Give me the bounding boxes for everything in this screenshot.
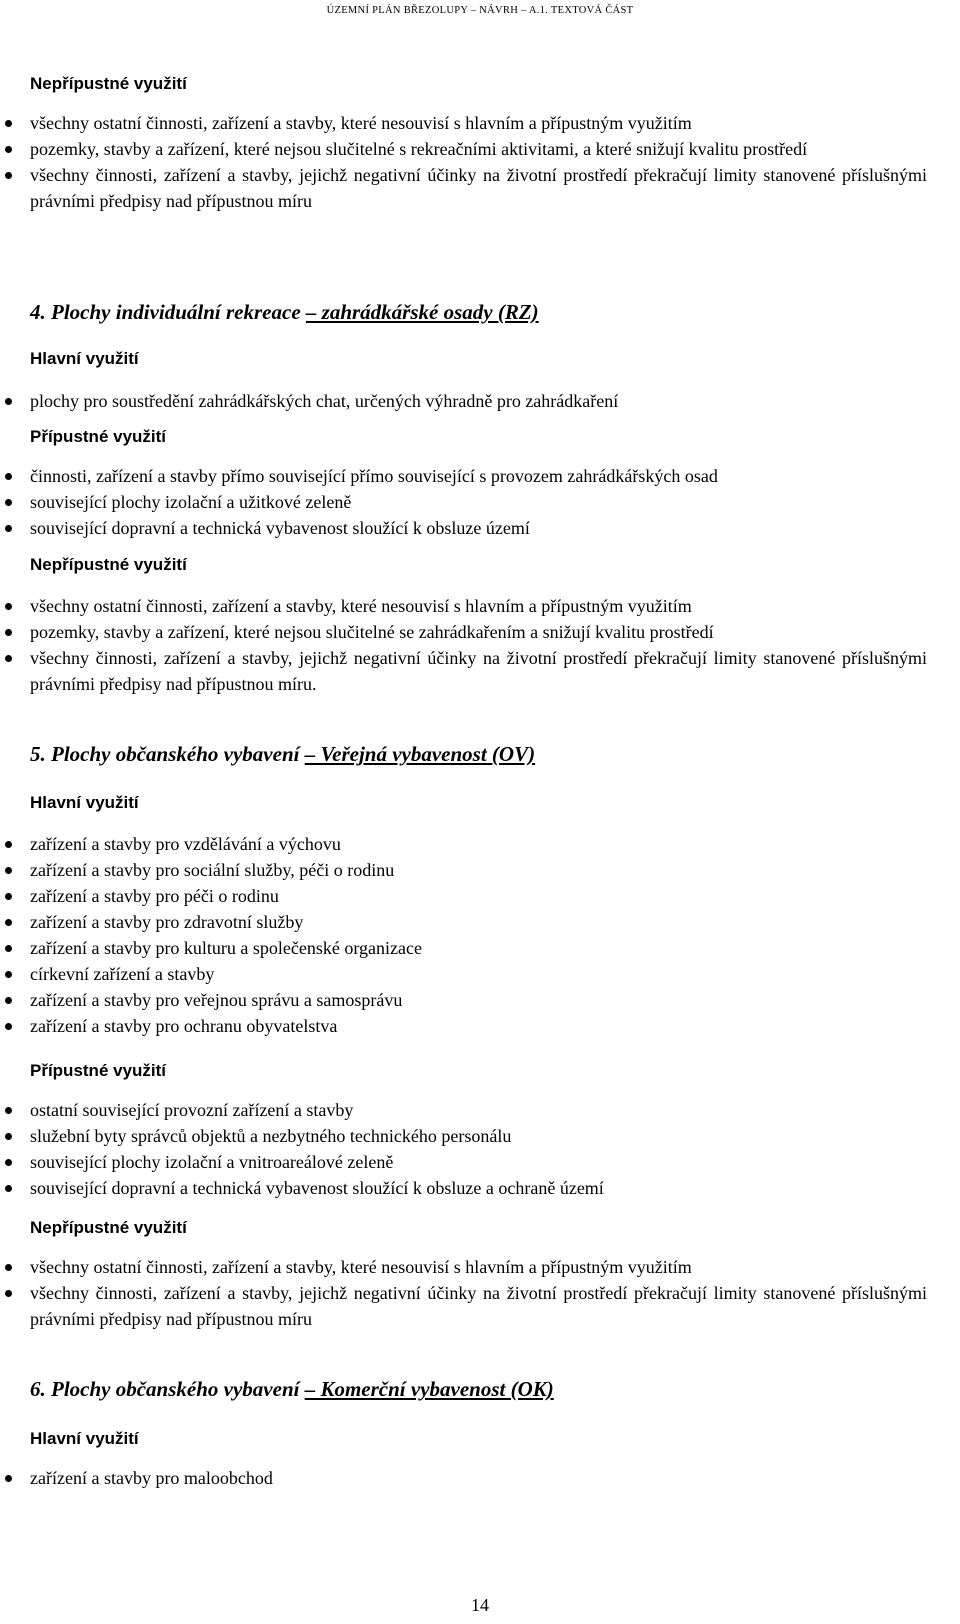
permitted-use-heading: Přípustné využití xyxy=(30,427,167,446)
permitted-use-list xyxy=(30,463,940,541)
main-use-heading: Hlavní využití xyxy=(30,793,139,812)
list-item: související plochy izolační a užitkové zeleně xyxy=(30,489,940,515)
list-item: zařízení a stavby pro maloobchod xyxy=(30,1465,940,1491)
list-item: zařízení a stavby pro vzdělávání a výchovu xyxy=(30,831,940,857)
page-number: 14 xyxy=(471,1595,489,1615)
section-title-main: Plochy občanského vybavení xyxy=(51,1377,300,1401)
main-use-heading: Hlavní využití xyxy=(30,1429,139,1448)
prohibited-use-list xyxy=(30,593,927,697)
section-title-sub: – Komerční vybavenost (OK) xyxy=(304,1377,554,1401)
main-use-list xyxy=(30,1465,940,1491)
running-header: ÚZEMNÍ PLÁN BŘEZOLUPY – NÁVRH – A.1. TEXTOVÁ ČÁST xyxy=(326,5,634,16)
list-item: zařízení a stavby pro zdravotní služby xyxy=(30,909,940,935)
list-item: všechny ostatní činnosti, zařízení a stavby, které nesouvisí s hlavním a přípustným využitím xyxy=(30,593,927,619)
permitted-use-list xyxy=(30,1097,940,1201)
main-use-list xyxy=(30,831,940,1039)
section-title-sub: – zahrádkářské osady (RZ) xyxy=(305,300,539,324)
prohibited-use-list xyxy=(30,110,927,214)
section-number: 5. xyxy=(30,742,46,766)
list-item: zařízení a stavby pro ochranu obyvatelstva xyxy=(30,1013,940,1039)
list-item: související dopravní a technická vybavenost sloužící k obsluze území xyxy=(30,515,940,541)
section-6-title xyxy=(30,1377,940,1401)
list-item: související plochy izolační a vnitroareálové zeleně xyxy=(30,1149,940,1175)
section-number: 6. xyxy=(30,1377,46,1401)
list-item: související dopravní a technická vybavenost sloužící k obsluze a ochraně území xyxy=(30,1175,940,1201)
list-item: pozemky, stavby a zařízení, které nejsou slučitelné s rekreačními aktivitami, a které snižují kvalitu prostředí xyxy=(30,136,927,162)
list-item: všechny činnosti, zařízení a stavby, jejichž negativní účinky na životní prostředí překračují limity stanovené příslušnými právními předpisy nad přípustnou míru. xyxy=(30,645,927,697)
list-item: všechny činnosti, zařízení a stavby, jejichž negativní účinky na životní prostředí překračují limity stanovené příslušnými právními předpisy nad přípustnou míru xyxy=(30,1280,927,1332)
main-use-heading: Hlavní využití xyxy=(30,349,139,368)
list-item: zařízení a stavby pro péči o rodinu xyxy=(30,883,940,909)
permitted-use-heading: Přípustné využití xyxy=(30,1061,167,1080)
prohibited-use-heading: Nepřípustné využití xyxy=(30,555,187,574)
list-item: zařízení a stavby pro veřejnou správu a samosprávu xyxy=(30,987,940,1013)
list-item: církevní zařízení a stavby xyxy=(30,961,940,987)
section-4-title xyxy=(30,300,940,324)
section-5-title xyxy=(30,742,940,766)
list-item: pozemky, stavby a zařízení, které nejsou slučitelné se zahrádkařením a snižují kvalitu prostředí xyxy=(30,619,927,645)
list-item: ostatní související provozní zařízení a stavby xyxy=(30,1097,940,1123)
section-number: 4. xyxy=(30,300,46,324)
list-item: zařízení a stavby pro sociální služby, péči o rodinu xyxy=(30,857,940,883)
section-title-sub: – Veřejná vybavenost (OV) xyxy=(304,742,536,766)
list-item: činnosti, zařízení a stavby přímo související přímo související s provozem zahrádkářských osad xyxy=(30,463,940,489)
list-item: zařízení a stavby pro kulturu a společenské organizace xyxy=(30,935,940,961)
section-title-main: Plochy individuální rekreace xyxy=(51,300,301,324)
prohibited-use-heading: Nepřípustné využití xyxy=(30,74,187,93)
list-item: všechny ostatní činnosti, zařízení a stavby, které nesouvisí s hlavním a přípustným využitím xyxy=(30,1254,927,1280)
list-item: všechny ostatní činnosti, zařízení a stavby, které nesouvisí s hlavním a přípustným využitím xyxy=(30,110,927,136)
list-item: všechny činnosti, zařízení a stavby, jejichž negativní účinky na životní prostředí překračují limity stanovené příslušnými právními předpisy nad přípustnou míru xyxy=(30,162,927,214)
section-3-continuation xyxy=(30,74,940,94)
section-title-main: Plochy občanského vybavení xyxy=(51,742,300,766)
list-item: služební byty správců objektů a nezbytného technického personálu xyxy=(30,1123,940,1149)
prohibited-use-list xyxy=(30,1254,927,1332)
prohibited-use-heading: Nepřípustné využití xyxy=(30,1218,187,1237)
main-use-list xyxy=(30,388,940,414)
list-item: plochy pro soustředění zahrádkářských chat, určených výhradně pro zahrádkaření xyxy=(30,388,940,414)
